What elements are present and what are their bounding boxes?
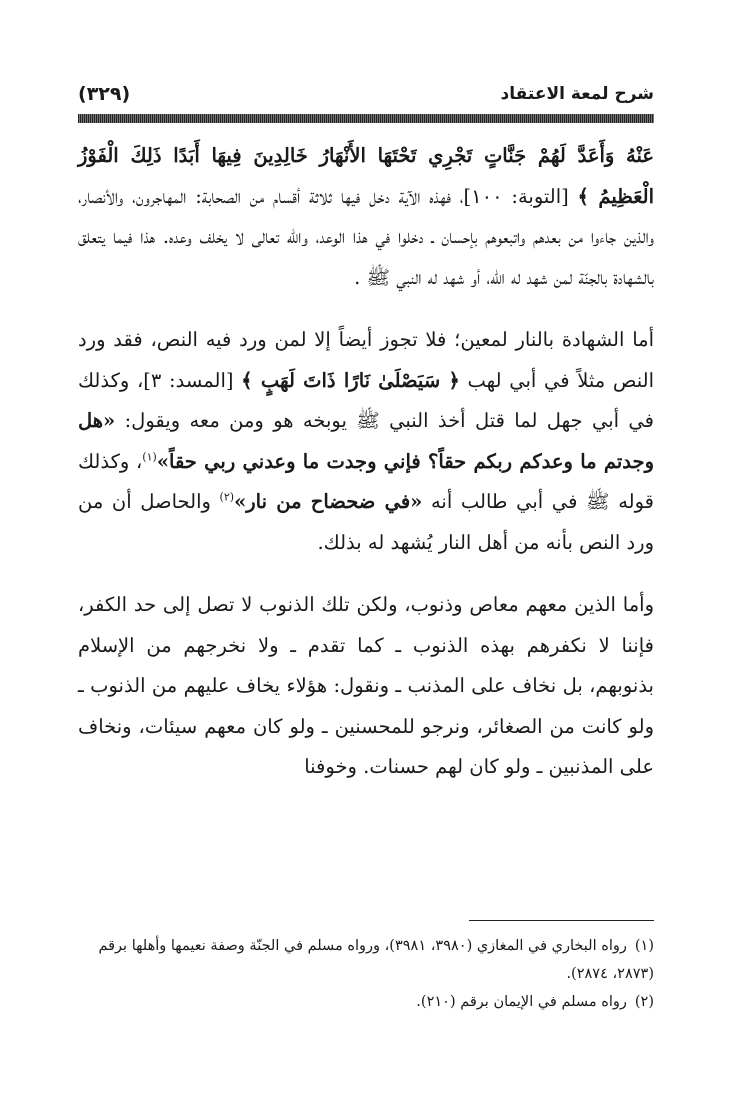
page-number: (٣٢٩) <box>78 83 131 105</box>
hadith-quote: «في ضحضاح من نار» <box>234 490 423 513</box>
footnote-number: (١) <box>634 938 654 954</box>
footnote-marker[interactable]: (١) <box>142 450 157 463</box>
main-text <box>78 136 654 788</box>
quran-verse: عَنْهُ وَأَعَدَّ لَهُمْ جَنَّاتٍ تَجْرِي تَحْتَهَا الأَنْهَارُ خَالِدِينَ فِيهَا أَبَدًا ذَلِكَ الْفَوْزُ الْعَظِيمُ ﴾ <box>78 144 654 208</box>
footnote-marker[interactable]: (٢) <box>219 490 235 504</box>
footnote-text: رواه البخاري في المغازي (٣٩٨٠، ٣٩٨١)، ورواه مسلم في الجنّة وصفة نعيمها وأهلها برقم (٢٨٧٣، ٢٨٧٤). <box>98 938 654 982</box>
footnote-separator <box>469 920 654 921</box>
verse-reference: [المسد: ٣] <box>143 368 242 392</box>
hadith-quote: «هل وجدتم ما وعدكم ربكم حقاً؟ فإني وجدت ما وعدني ربي حقاً» <box>78 409 654 473</box>
paragraph-text: والحاصل أن من ورد النص بأنه من أهل النار يُشهد له بذلك. <box>78 490 654 554</box>
paragraph-text: ، فهذه الآية دخل فيها ثلاثة أقسام من الصحابة: المهاجرون، والأنصار، والذين جاءوا من بعدهم واتبعوهم بإحسان ـ دخلوا في هذا الوعد، والله تعالى لا يخلف وعده. هذا فيما يتعلق بالشهادة بالجنّة لمن شهد له الله، أو شهد له النبي ﷺ . <box>78 184 654 289</box>
paragraph-text: ، وكذلك قوله ﷺ في أبي طالب أنه <box>78 449 654 513</box>
footnote-text: رواه مسلم في الإيمان برقم (٢١٠). <box>416 994 627 1010</box>
footnote-2 <box>78 988 654 1016</box>
paragraph-1 <box>78 136 654 298</box>
footnote-number: (٢) <box>634 994 654 1010</box>
footnote-1 <box>78 932 654 988</box>
running-title: شرح لمعة الاعتقاد <box>500 84 654 104</box>
paragraph-text: وأما الذين معهم معاص وذنوب، ولكن تلك الذنوب لا تصل إلى حد الكفر، فإننا لا نكفرهم بهذه الذنوب ـ كما تقدم ـ ولا نخرجهم من الإسلام بذنوبهم، بل نخاف على المذنب ـ ونقول: هؤلاء يخاف عليهم من الذنوب ـ ولو كانت من الصغائر، ونرجو للمحسنين ـ ولو كان معهم سيئات، ونخاف على المذنبين ـ ولو كان لهم حسنات. وخوفنا <box>78 593 654 778</box>
paragraph-text: أما الشهادة بالنار لمعين؛ فلا تجوز أيضاً إلا لمن ورد فيه النص، فقد ورد النص مثلاً في أبي لهب <box>78 328 654 392</box>
paragraph-3 <box>78 585 654 788</box>
paragraph-2 <box>78 320 654 563</box>
verse-reference: [التوبة: ١٠٠] <box>463 184 578 208</box>
header-rule <box>78 114 654 123</box>
paragraph-text: ، وكذلك في أبي جهل لما قتل أخذ النبي ﷺ يوبخه هو ومن معه ويقول: <box>78 368 654 432</box>
quran-verse: ﴿ سَيَصْلَىٰ نَارًا ذَاتَ لَهَبٍ ﴾ <box>241 368 460 392</box>
footnotes <box>78 932 654 1016</box>
page-header <box>78 78 654 110</box>
